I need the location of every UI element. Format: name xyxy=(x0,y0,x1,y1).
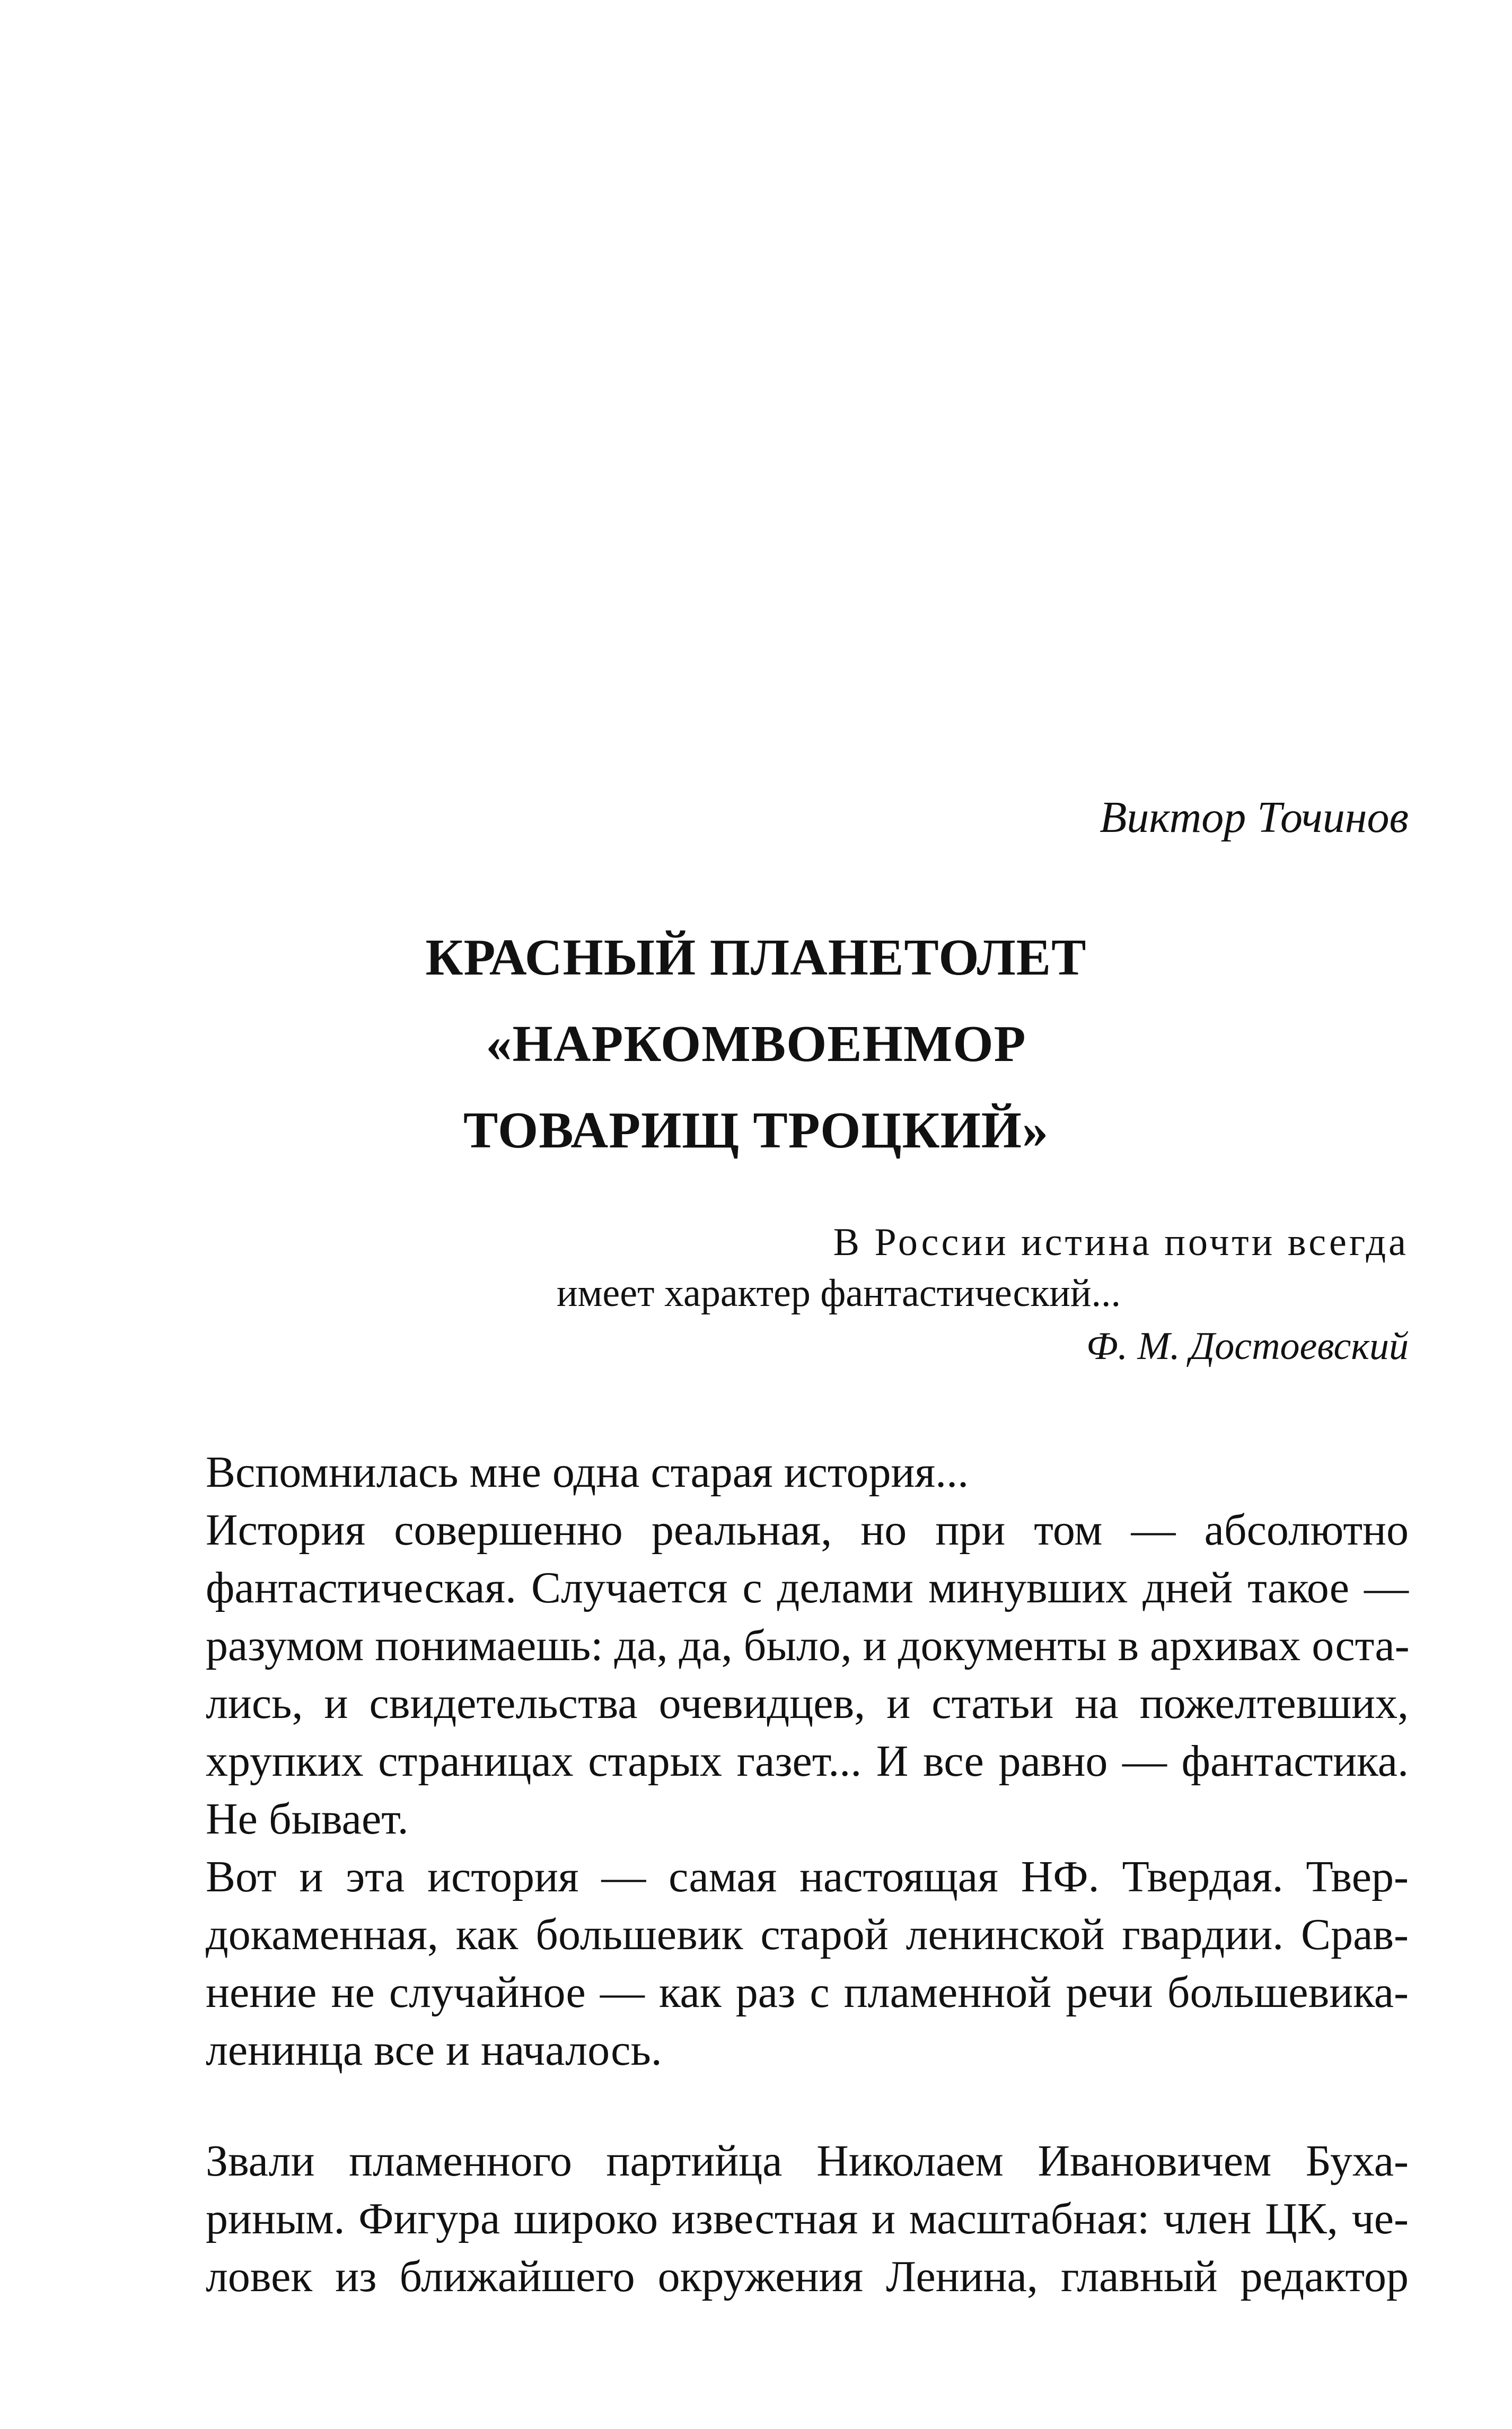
paragraph xyxy=(130,1848,1409,2079)
epigraph-line: имеет характер фантастический... xyxy=(557,1272,1121,1315)
text-line: нение не случайное — как раз с пламенной речи большевика- xyxy=(206,1968,1409,2017)
epigraph xyxy=(507,1217,1409,1372)
title-line: ТОВАРИЩ ТРОЦКИЙ» xyxy=(463,1102,1049,1159)
text-line: риным. Фигура широко известная и масштабная: член ЦК, че- xyxy=(206,2194,1409,2243)
text-line: ленинца все и началось. xyxy=(206,2025,662,2075)
text-line: История совершенно реальная, но при том — абсолютно xyxy=(206,1505,1409,1555)
text-line: фантастическая. Случается с делами минувших дней такое — xyxy=(206,1563,1409,1612)
chapter-title xyxy=(0,915,1512,1174)
body-text xyxy=(130,1443,1409,2305)
text-line: хрупких страницах старых газет... И все равно — фантастика. xyxy=(206,1737,1409,1786)
epigraph-attribution: Ф. М. Достоевский xyxy=(1086,1325,1409,1368)
text-line: Вспомнилась мне одна старая история... xyxy=(206,1448,969,1497)
text-line: ловек из ближайшего окружения Ленина, главный редактор xyxy=(206,2252,1409,2301)
text-line: Не бывает. xyxy=(206,1794,409,1844)
paragraph xyxy=(130,2132,1409,2305)
author-name: Виктор Точинов xyxy=(1100,793,1409,842)
text-line: разумом понимаешь: да, да, было, и документы в архивах оста- xyxy=(206,1621,1410,1670)
text-line: Вот и эта история — самая настоящая НФ. Твердая. Твер- xyxy=(206,1852,1409,1901)
text-line: Звали пламенного партийца Николаем Ивановичем Буха- xyxy=(206,2136,1409,2186)
paragraph xyxy=(130,1443,1409,1501)
title-line: КРАСНЫЙ ПЛАНЕТОЛЕТ xyxy=(425,929,1087,986)
text-line: докаменная, как большевик старой ленинской гвардии. Срав- xyxy=(206,1910,1409,1959)
text-line: лись, и свидетельства очевидцев, и статьи на пожелтевших, xyxy=(206,1679,1409,1728)
epigraph-line: В России истина почти всегда xyxy=(833,1221,1409,1264)
title-line: «НАРКОМВОЕНМОР xyxy=(486,1015,1026,1073)
paragraph xyxy=(130,1501,1409,1848)
section-break xyxy=(130,2079,1409,2132)
